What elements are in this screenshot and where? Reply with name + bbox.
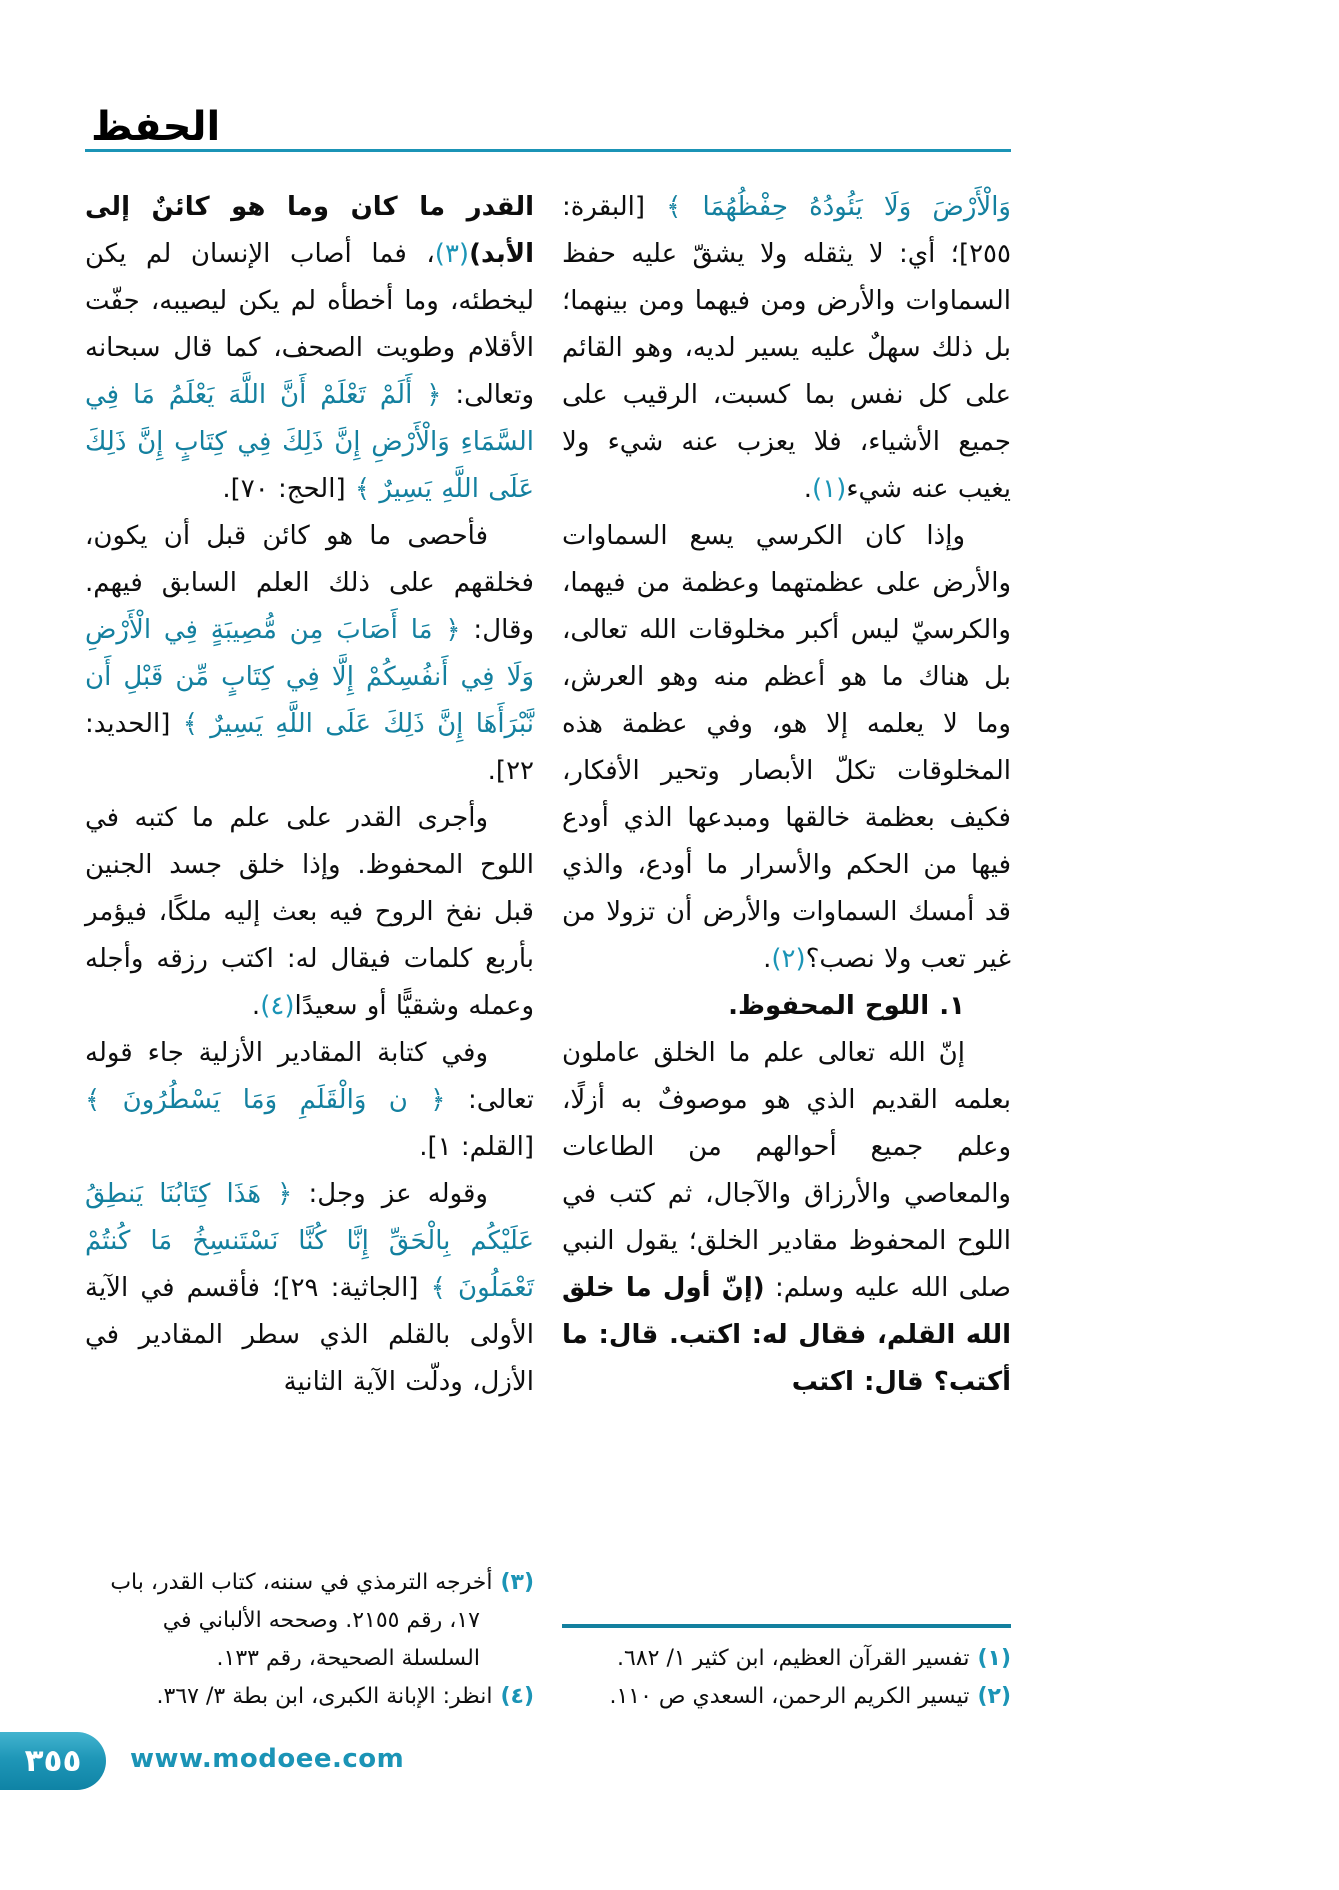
column-left [85,184,534,1716]
chapter-title: الحفظ [91,104,221,150]
text-run-fnref: (٢) [771,944,806,974]
footnote-text: تيسير الكريم الرحمن، السعدي ص ١١٠. [609,1684,970,1709]
paragraph [562,1030,1011,1406]
paragraph [562,184,1011,513]
text-run-normal: وقوله عز وجل: [292,1179,488,1209]
footnote-marker: (٣) [500,1570,534,1595]
footnote-marker: (١) [977,1646,1011,1671]
text-run-normal: إنّ الله تعالى علم ما الخلق عاملون بعلمه القديم الذي هو موصوفٌ به أزلًا، وعلم جميع أحوالهم من الطاعات والمعاصي والأرزاق والآجال، ثم كتب في اللوح المحفوظ مقادير الخلق؛ يقول النبي صلى الله عليه وسلم: [562,1038,1011,1303]
footnote-text: أخرجه الترمذي في سننه، كتاب القدر، باب ١٧، رقم ٢١٥٥. وصححه الألباني في السلسلة الصحيحة، رقم ١٣٣. [110,1570,493,1671]
footnote-text: انظر: الإبانة الكبرى، ابن بطة ٣/ ٣٦٧. [156,1684,493,1709]
column-left-body [85,184,534,1406]
text-run-normal: . [251,991,261,1021]
footnotes-right [562,1624,1011,1716]
paragraph [562,513,1011,983]
footnote-marker: (٢) [977,1684,1011,1709]
paragraph [85,795,534,1030]
text-run-bold: (إنّ أول ما خلق الله القلم، فقال له: اكتب. قال: ما أكتب؟ قال: اكتب [562,1273,1011,1397]
text-run-normal: وإذا كان الكرسي يسع السماوات والأرض على عظمتهما وعظمة من فيهما، والكرسيّ ليس أكبر مخلوقات الله تعالى، بل هناك ما هو أعظم منه وهو العرش، وما لا يعلمه إلا هو، وفي عظمة هذه المخلوقات تكلّ الأبصار وتحير الأفكار، فكيف بعظمة خالقها ومبدعها الذي أودع فيها من الحكم والأسرار ما أودع، والذي قد أمسك السماوات والأرض أن تزولا من غير تعب ولا نصب؟ [562,521,1011,974]
footnote-text: تفسير القرآن العظيم، ابن كثير ١/ ٦٨٢. [617,1646,970,1671]
column-right-body [562,184,1011,1406]
footnote [562,1678,1011,1716]
footnote [85,1564,534,1678]
paragraph [85,184,534,513]
text-run-quran: ﴿ أَلَمْ تَعْلَمْ أَنَّ اللَّهَ يَعْلَمُ مَا فِي السَّمَاءِ وَالْأَرْضِ إِنَّ ذَلِكَ فِي كِتَابٍ إِنَّ ذَلِكَ عَلَى اللَّهِ يَسِيرٌ ﴾ [85,380,534,504]
page-content [85,96,1011,1716]
text-run-quran: ﴿ هَذَا كِتَابُنَا يَنطِقُ عَلَيْكُم بِالْحَقِّ إِنَّا كُنَّا نَسْتَنسِخُ مَا كُنتُمْ تَعْمَلُونَ ﴾ [85,1179,535,1303]
text-run-normal: ، فما أصاب الإنسان لم يكن ليخطئه، وما أخطأه لم يكن ليصيبه، جفّت الأقلام وطويت الصحف، كما قال سبحانه وتعالى: [85,239,534,410]
text-columns [85,184,1011,1716]
text-run-fnref: (٣) [434,239,470,269]
text-run-normal: . [803,474,813,504]
text-run-normal: وفي كتابة المقادير الأزلية جاء قوله تعالى: [85,1038,534,1115]
text-run-normal: . [763,944,772,974]
paragraph [85,1030,534,1171]
text-run-quran: ﴿ ن وَالْقَلَمِ وَمَا يَسْطُرُونَ ﴾ [85,1085,446,1115]
spacer [85,1406,534,1564]
paragraph [85,513,534,795]
text-run-fnref: (١) [812,474,847,504]
text-run-normal: وأجرى القدر على علم ما كتبه في اللوح المحفوظ. وإذا خلق جسد الجنين قبل نفخ الروح فيه بعث إليه ملكًا، فيؤمر بأربع كلمات فيقال له: اكتب رزقه وأجله وعمله وشقيًّا أو سعيدًا [85,803,534,1021]
footnote [85,1678,534,1716]
text-run-normal: [الجاثية: ٢٩]؛ فأقسم في الآية الأولى بالقلم الذي سطر المقادير في الأزل، ودلّت الآية الثانية [85,1273,534,1397]
text-run-normal: [الحج: ٧٠]. [222,474,346,504]
spacer [562,1406,1011,1624]
paragraph [85,1171,534,1406]
text-run-normal: [الحديد: ٢٢]. [85,709,534,786]
footnote-divider [562,1624,1011,1628]
section-heading [562,983,1011,1030]
column-right [562,184,1011,1716]
text-run-fnref: (٤) [260,991,295,1021]
footnote-marker: (٤) [500,1684,534,1709]
text-run-quran: وَالْأَرْضَ وَلَا يَئُودُهُ حِفْظُهُمَا ﴾ [645,192,1011,222]
footnotes-left [85,1564,534,1716]
footnote [562,1640,1011,1678]
text-run-normal: [البقرة: ٢٥٥]؛ أي: لا يثقله ولا يشقّ عليه حفظ السماوات والأرض ومن فيهما ومن بينهما؛ بل ذلك سهلٌ عليه يسير لديه، وهو القائم على كل نفس بما كسبت، الرقيب على جميع الأشياء، فلا يعزب عنه شيء ولا يغيب عنه شيء [562,192,1011,504]
website-link[interactable]: www.modoee.com [130,1744,405,1774]
page-header [85,96,1011,152]
text-run-quran: ﴿ مَا أَصَابَ مِن مُّصِيبَةٍ فِي الْأَرْضِ وَلَا فِي أَنفُسِكُمْ إِلَّا فِي كِتَابٍ مِّن قَبْلِ أَن نَّبْرَأَهَا إِنَّ ذَلِكَ عَلَى اللَّهِ يَسِيرٌ ﴾ [85,615,534,739]
text-run-normal: [القلم: ١]. [419,1132,534,1162]
text-run-bold: القدر ما كان وما هو كائنٌ إلى الأبد) [85,192,534,269]
page-number-badge [0,1732,106,1790]
text-run-normal: فأحصى ما هو كائن قبل أن يكون، فخلقهم على ذلك العلم السابق فيهم. وقال: [85,521,534,645]
page-number: ٣٥٥ [24,1743,82,1779]
text-run-bold: ١. اللوح المحفوظ. [728,991,965,1021]
